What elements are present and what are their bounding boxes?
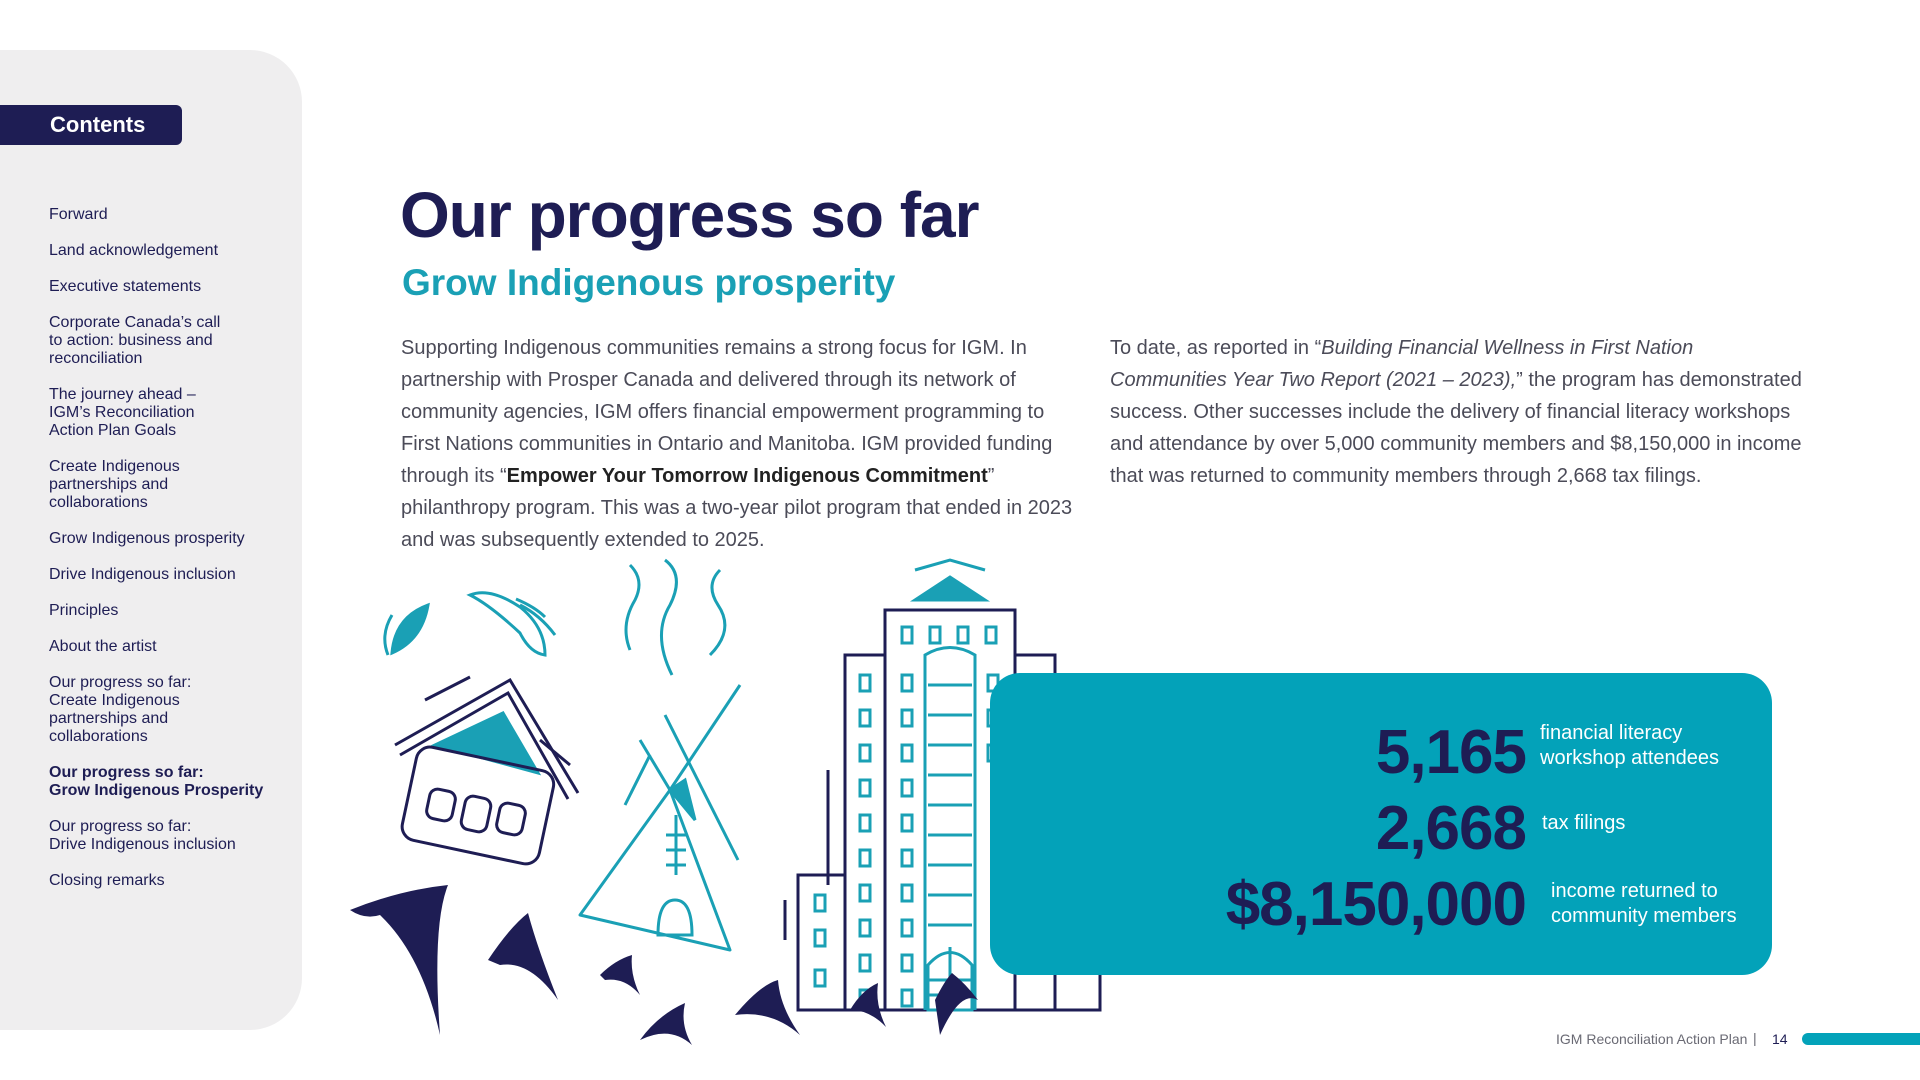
toc-item-about-artist[interactable]: About the artist bbox=[49, 638, 157, 655]
stats-panel bbox=[990, 673, 1772, 975]
footer-doc-title: IGM Reconciliation Action Plan bbox=[1556, 1031, 1748, 1047]
body-paragraph-left bbox=[401, 332, 1081, 556]
body-left-text-2: ” philanthropy program. This was a two-year pilot program that ended in 2023 and was subsequently extended to 2025. bbox=[401, 465, 1073, 551]
leaf-icon bbox=[385, 605, 428, 655]
toc-item-executive-statements[interactable]: Executive statements bbox=[49, 278, 202, 295]
toc-item-progress-inclusion[interactable]: Our progress so far: Drive Indigenous inclusion bbox=[49, 818, 236, 853]
body-left-text-1: Supporting Indigenous communities remains a strong focus for IGM. In partnership with Prosper Canada and delivered through its network of community agencies, IGM offers financial empowerment programming to First Nations communities in Ontario and Manitoba. IGM provided funding through its “ bbox=[401, 337, 1053, 487]
stat-label-attendees: financial literacy workshop attendees bbox=[1540, 722, 1720, 769]
body-paragraph-right bbox=[1110, 332, 1805, 492]
page-number: 14 bbox=[1772, 1031, 1788, 1047]
stat-value-tax-filings: 2,668 bbox=[1375, 794, 1526, 863]
toc-item-create-partnerships[interactable]: Create Indigenous partnerships and collaborations bbox=[49, 458, 180, 511]
stat-label-income: income returned to community members bbox=[1551, 880, 1737, 927]
teepee-icon bbox=[580, 685, 740, 950]
toc-item-closing-remarks[interactable]: Closing remarks bbox=[49, 872, 165, 889]
body-right-text-1: To date, as reported in “ bbox=[1110, 337, 1322, 359]
toc-item-call-to-action[interactable]: Corporate Canada’s call to action: business and reconciliation bbox=[49, 314, 221, 367]
contents-sidebar bbox=[0, 50, 302, 1030]
stat-label-tax-filings: tax filings bbox=[1542, 812, 1626, 834]
body-right-text-2: ” the program has demonstrated success. Other successes include the delivery of financial literacy workshops and attendance by over 5,000 community members and $8,150,000 in income that was returned to community members through 2,668 tax filings. bbox=[1110, 369, 1802, 487]
contents-tab[interactable]: Contents bbox=[0, 105, 182, 145]
table-of-contents bbox=[49, 206, 294, 908]
toc-item-land-acknowledgement[interactable]: Land acknowledgement bbox=[49, 242, 219, 259]
toc-item-grow-prosperity[interactable]: Grow Indigenous prosperity bbox=[49, 530, 245, 547]
page-title: Our progress so far bbox=[400, 179, 979, 251]
smoke-icon bbox=[626, 560, 725, 675]
toc-item-forward[interactable]: Forward bbox=[49, 206, 108, 223]
toc-item-drive-inclusion[interactable]: Drive Indigenous inclusion bbox=[49, 566, 236, 583]
toc-item-journey-ahead[interactable]: The journey ahead – IGM’s Reconciliation Action Plan Goals bbox=[49, 386, 196, 439]
feather-icon bbox=[470, 593, 555, 655]
footer-accent-bar bbox=[1802, 1033, 1920, 1045]
report-title: Building Financial Wellness in First Nation Communities Year Two Report (2021 – 2023), bbox=[1110, 337, 1694, 391]
toc-item-progress-prosperity[interactable]: Our progress so far: Grow Indigenous Prosperity bbox=[49, 764, 264, 799]
stat-value-income: $8,150,000 bbox=[1225, 870, 1526, 939]
house-icon bbox=[395, 677, 578, 867]
toc-item-progress-partnerships[interactable]: Our progress so far: Create Indigenous partnerships and collaborations bbox=[49, 674, 192, 745]
program-name: Empower Your Tomorrow Indigenous Commitment bbox=[506, 465, 988, 487]
toc-item-principles[interactable]: Principles bbox=[49, 602, 119, 619]
footer-separator: | bbox=[1753, 1030, 1757, 1046]
section-subtitle: Grow Indigenous prosperity bbox=[402, 262, 896, 303]
stat-value-attendees: 5,165 bbox=[1375, 718, 1526, 787]
